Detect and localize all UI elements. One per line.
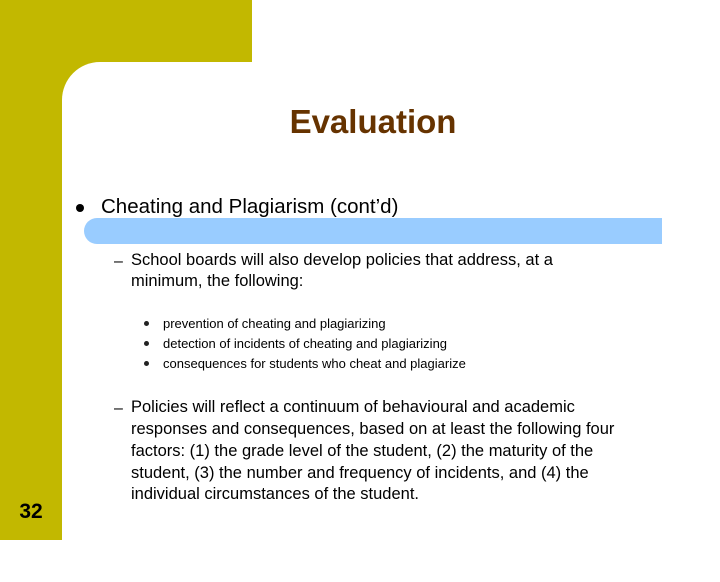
list-item: prevention of cheating and plagiarizing [163,316,386,331]
list-item: consequences for students who cheat and plagiarize [163,356,466,371]
title-underline-bar [84,218,662,244]
list-item: detection of incidents of cheating and plagiarizing [163,336,448,351]
sub-bullet-2-line-4: student, (3) the number and frequency of incidents, and (4) the [131,464,589,482]
sub-bullet-1-line-2: minimum, the following: [131,272,304,290]
olive-left-band [0,0,62,540]
main-bullet-text: Cheating and Plagiarism (cont’d) [101,195,399,218]
sub-bullet-2-line-2: responses and consequences, based on at least the following four [131,420,615,438]
sub-bullet-1-line-1: School boards will also develop policies that address, at a [131,251,553,269]
sub-bullet-2-line-1: Policies will reflect a continuum of behavioural and academic [131,398,575,416]
sub-bullet-2-line-5: individual circumstances of the student. [131,485,419,503]
dash-icon: – [114,253,123,270]
item-dot-icon [144,341,149,346]
item-dot-icon [144,361,149,366]
sub-bullet-2-line-3: factors: (1) the grade level of the student, (2) the maturity of the [131,442,594,460]
slide-title: Evaluation [289,103,457,140]
item-dot-icon [144,321,149,326]
bullet-dot-icon [76,204,84,212]
dash-icon: – [114,400,123,417]
page-number: 32 [19,500,43,523]
